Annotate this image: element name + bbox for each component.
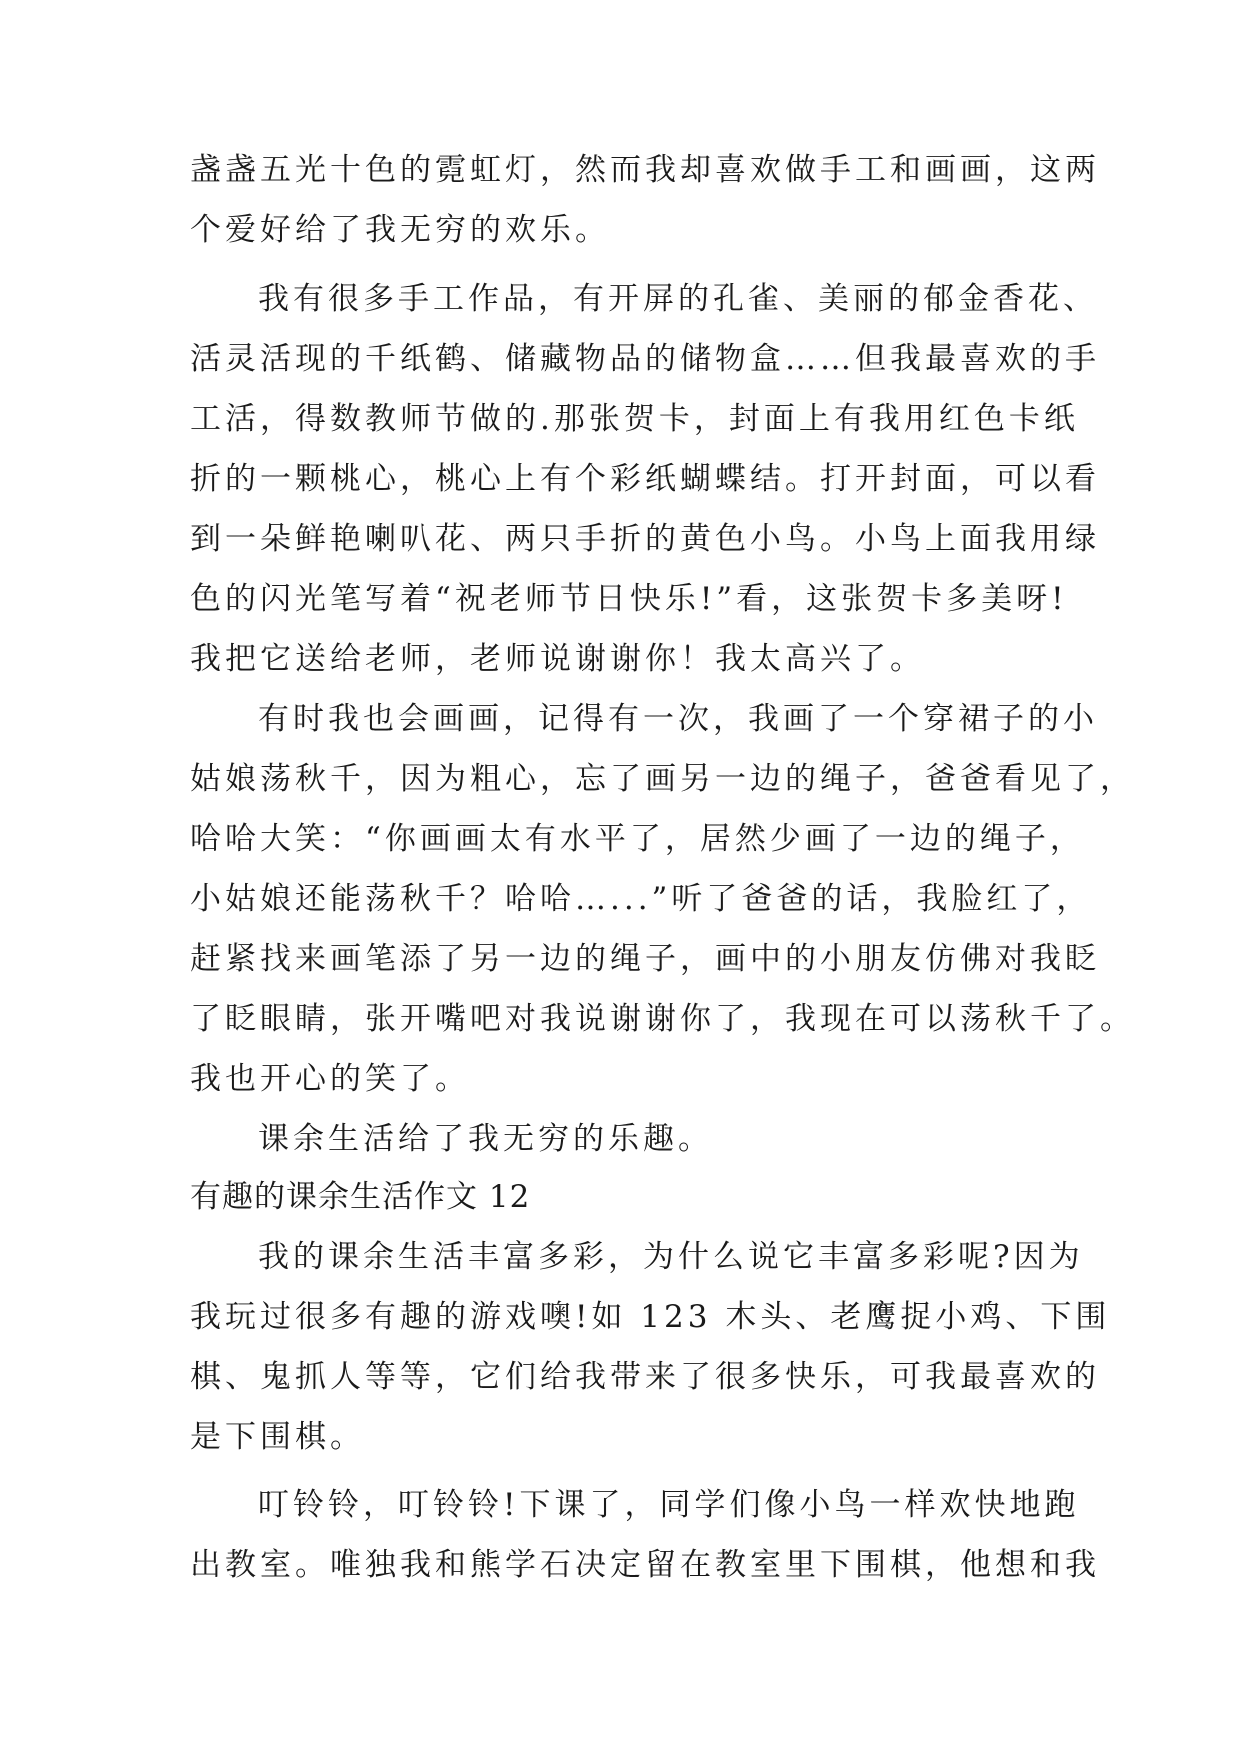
text-line: 折的一颗桃心，桃心上有个彩纸蝴蝶结。打开封面，可以看 <box>190 461 1100 497</box>
text-line: 出教室。唯独我和熊学石决定留在教室里下围棋，他想和我 <box>190 1547 1100 1583</box>
text-line: 到一朵鲜艳喇叭花、两只手折的黄色小鸟。小鸟上面我用绿 <box>190 521 1100 557</box>
text-line: 盏盏五光十色的霓虹灯，然而我却喜欢做手工和画画，这两 <box>190 152 1100 188</box>
text-line: 棋、鬼抓人等等，它们给我带来了很多快乐，可我最喜欢的 <box>190 1359 1100 1395</box>
text-line: 活灵活现的千纸鹤、储藏物品的储物盒……但我最喜欢的手 <box>190 341 1100 377</box>
section-heading: 有趣的课余生活作文 12 <box>190 1179 531 1215</box>
paragraph-start-line: 我的课余生活丰富多彩，为什么说它丰富多彩呢?因为 <box>258 1239 1084 1275</box>
paragraph-start-line: 叮铃铃，叮铃铃!下课了，同学们像小鸟一样欢快地跑 <box>258 1487 1080 1523</box>
text-line: 我把它送给老师，老师说谢谢你！我太高兴了。 <box>190 641 925 677</box>
text-line: 哈哈大笑：“你画画太有水平了，居然少画了一边的绳子， <box>190 821 1085 857</box>
text-line: 赶紧找来画笔添了另一边的绳子，画中的小朋友仿佛对我眨 <box>190 941 1100 977</box>
paragraph-start-line: 课余生活给了我无穷的乐趣。 <box>258 1121 713 1157</box>
text-line: 小姑娘还能荡秋千？哈哈…...”听了爸爸的话，我脸红了， <box>190 881 1092 917</box>
text-line: 工活，得数教师节做的.那张贺卡，封面上有我用红色卡纸 <box>190 401 1079 437</box>
text-line: 个爱好给了我无穷的欢乐。 <box>190 212 610 248</box>
text-line: 我玩过很多有趣的游戏噢!如 123 木头、老鹰捉小鸡、下围 <box>190 1299 1111 1335</box>
text-line: 色的闪光笔写着“祝老师节日快乐!”看，这张贺卡多美呀! <box>190 581 1068 617</box>
text-line: 了眨眼睛，张开嘴吧对我说谢谢你了，我现在可以荡秋千了。 <box>190 1001 1135 1037</box>
paragraph-start-line: 有时我也会画画，记得有一次，我画了一个穿裙子的小 <box>258 701 1098 737</box>
paragraph-start-line: 我有很多手工作品，有开屏的孔雀、美丽的郁金香花、 <box>258 281 1098 317</box>
text-line: 姑娘荡秋千，因为粗心，忘了画另一边的绳子，爸爸看见了， <box>190 761 1135 797</box>
text-line: 是下围棋。 <box>190 1419 365 1455</box>
text-line: 我也开心的笑了。 <box>190 1061 470 1097</box>
